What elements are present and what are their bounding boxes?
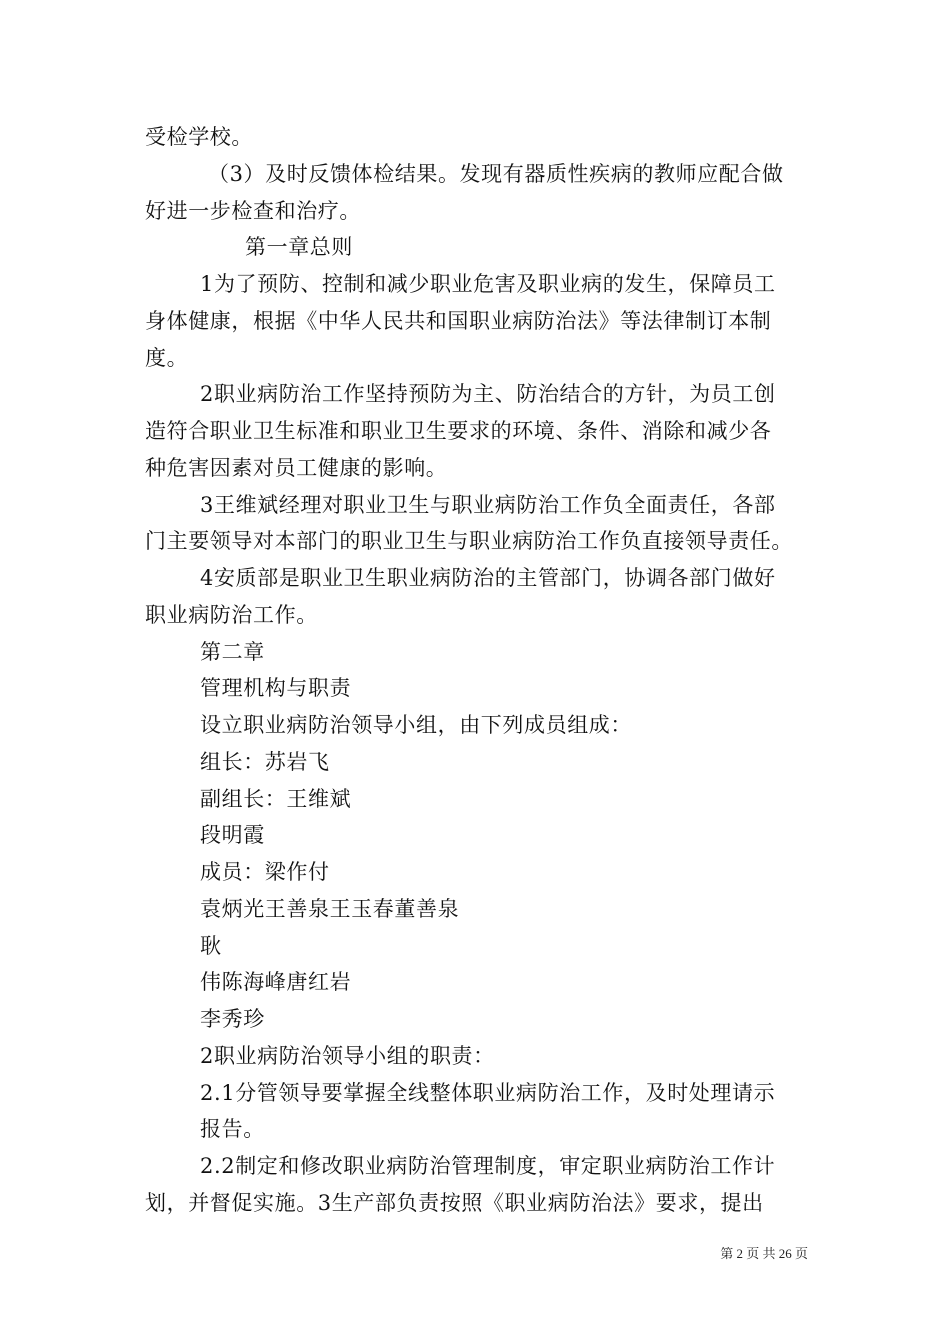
text-line: 报告。 [200, 1117, 265, 1141]
text-line: 段明霞 [200, 823, 265, 847]
text-line: 1为了预防、控制和减少职业危害及职业病的发生，保障员工 [200, 272, 776, 296]
text-line: 造符合职业卫生标准和职业卫生要求的环境、条件、消除和减少各 [145, 419, 772, 443]
text-line: 李秀珍 [200, 1007, 265, 1031]
text-line: （3）及时反馈体检结果。发现有器质性疾病的教师应配合做 [208, 162, 784, 186]
text-line: 种危害因素对员工健康的影响。 [145, 456, 448, 480]
text-line: 门主要领导对本部门的职业卫生与职业病防治工作负直接领导责任。 [145, 529, 793, 553]
section-heading: 管理机构与职责 [200, 676, 352, 700]
text-line: 好进一步检查和治疗。 [145, 199, 361, 223]
text-line: 耿 [200, 934, 222, 958]
text-line: 2.1分管领导要掌握全线整体职业病防治工作，及时处理请示 [200, 1081, 776, 1105]
chapter-heading: 第一章总则 [245, 235, 353, 259]
page-number: 第 2 页 共 26 页 [720, 1246, 808, 1261]
text-line: 袁炳光王善泉王玉春董善泉 [200, 897, 460, 921]
text-line: 2.2制定和修改职业病防治管理制度，审定职业病防治工作计 [200, 1154, 776, 1178]
text-line: 伟陈海峰唐红岩 [200, 970, 352, 994]
text-line: 度。 [145, 346, 189, 370]
text-line: 身体健康，根据《中华人民共和国职业病防治法》等法律制订本制 [145, 309, 772, 333]
text-line: 设立职业病防治领导小组，由下列成员组成： [200, 713, 632, 737]
text-line: 2职业病防治领导小组的职责： [200, 1044, 495, 1068]
text-line: 4安质部是职业卫生职业病防治的主管部门，协调各部门做好 [200, 566, 776, 590]
text-line: 2职业病防治工作坚持预防为主、防治结合的方针，为员工创 [200, 382, 776, 406]
text-line: 3王维斌经理对职业卫生与职业病防治工作负全面责任，各部 [200, 493, 776, 517]
text-line: 职业病防治工作。 [145, 603, 318, 627]
text-line: 划，并督促实施。3生产部负责按照《职业病防治法》要求，提出 [145, 1191, 764, 1215]
text-line: 成员：梁作付 [200, 860, 330, 884]
text-line: 副组长：王维斌 [200, 787, 352, 811]
text-line: 受检学校。 [145, 125, 253, 149]
chapter-heading: 第二章 [200, 640, 265, 664]
text-line: 组长：苏岩飞 [200, 750, 330, 774]
